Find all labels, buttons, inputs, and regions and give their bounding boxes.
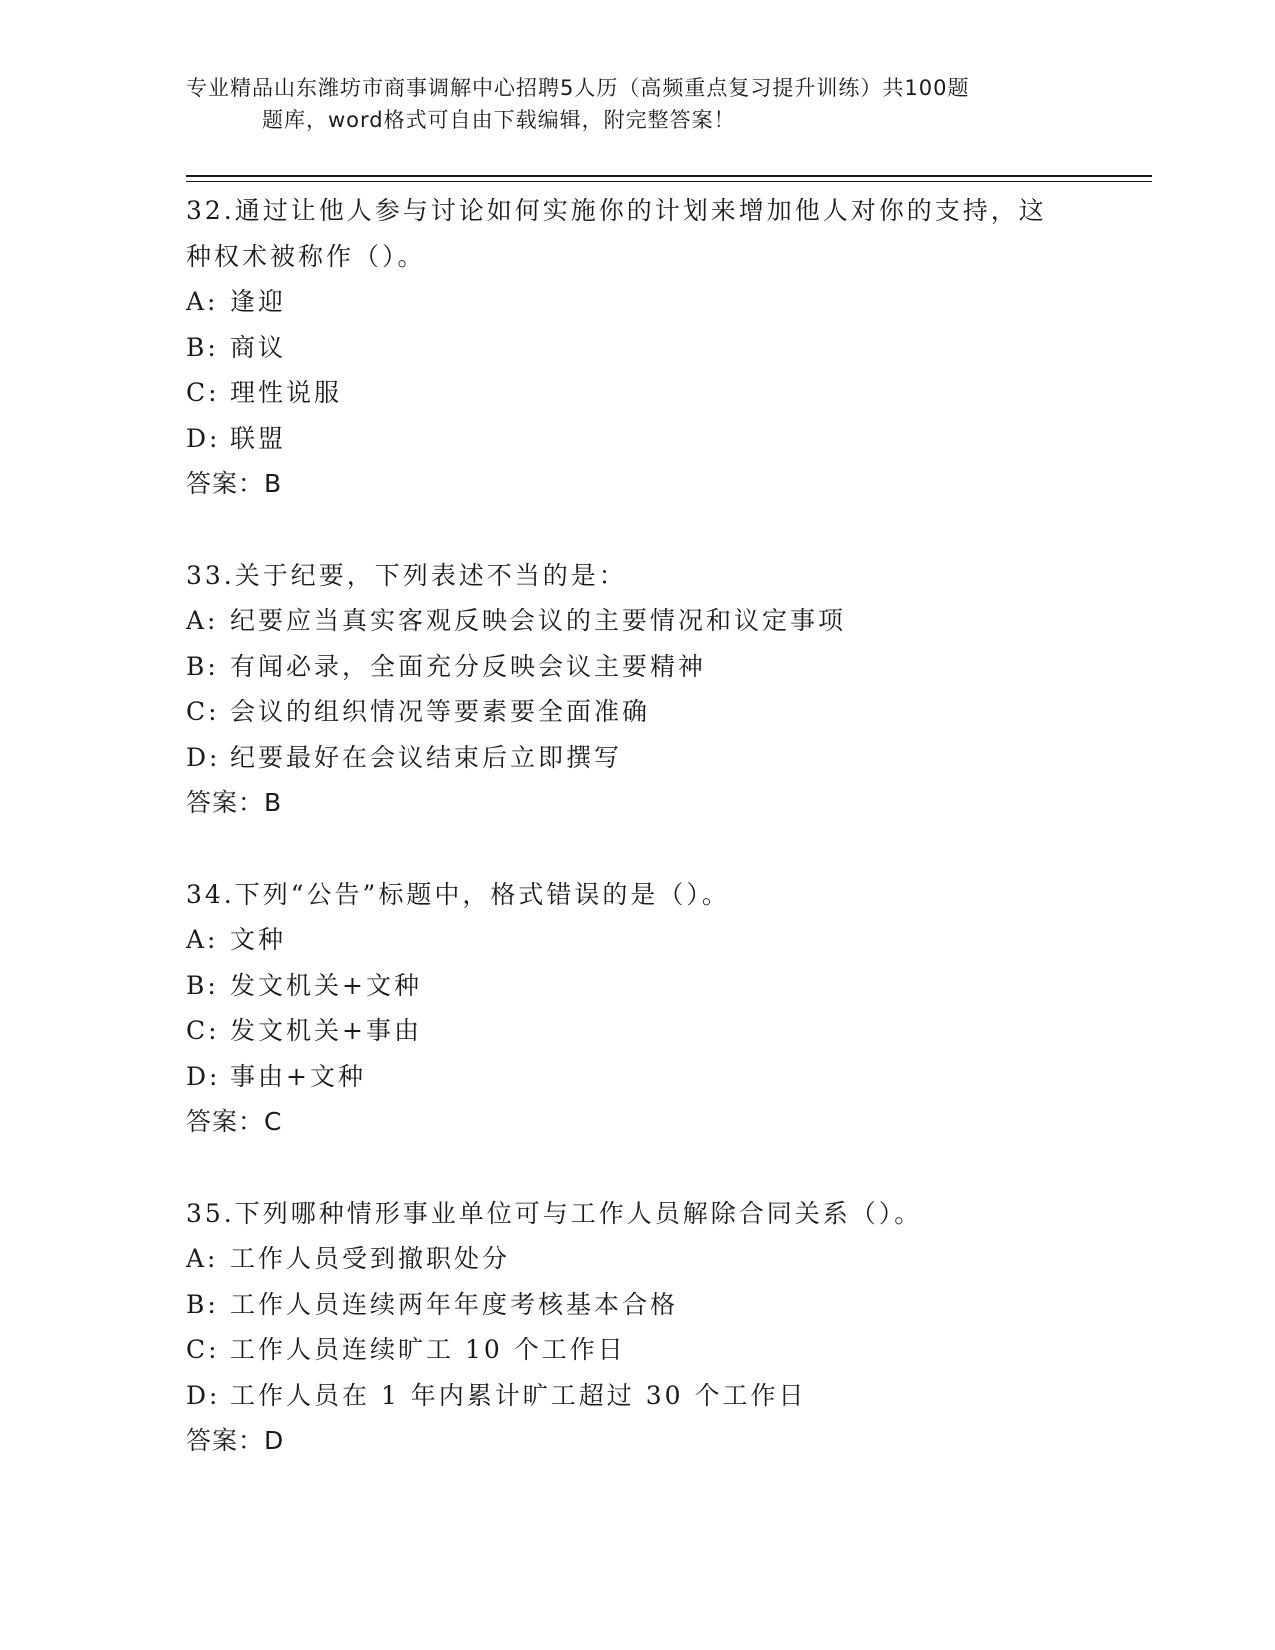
option-text: 商议 <box>230 332 287 362</box>
option-c <box>186 689 1086 735</box>
question-stem-continued: 种权术被称作（）。 <box>186 241 426 271</box>
option-text: 逢迎 <box>230 287 287 316</box>
option-text: 理性说服 <box>230 378 343 407</box>
question-stem: 32.通过让他人参与讨论如何实施你的计划来增加他人对你的支持，这 <box>186 196 1047 225</box>
option-letter: D: <box>186 1380 221 1410</box>
option-letter: C: <box>186 1335 220 1364</box>
option-letter: B: <box>186 332 219 362</box>
option-letter: A: <box>186 287 219 316</box>
header-title-line2: 题库，word格式可自由下载编辑，附完整答案！ <box>262 108 736 132</box>
answer-line: 答案：D <box>186 1426 285 1455</box>
answer-line: 答案：C <box>186 1107 283 1136</box>
option-a <box>186 1236 1086 1282</box>
option-text: 纪要最好在会议结束后立即撰写 <box>230 742 623 772</box>
option-b <box>186 1282 1086 1328</box>
option-c <box>186 370 1086 416</box>
header-divider-thin <box>186 181 1152 182</box>
option-d <box>186 735 1086 781</box>
answer-line: 答案：B <box>186 469 283 498</box>
option-d <box>186 1054 1086 1100</box>
option-text: 发文机关+事由 <box>230 1016 422 1045</box>
question-32 <box>186 188 1086 507</box>
option-letter: A: <box>186 1244 219 1273</box>
option-text: 工作人员连续两年年度考核基本合格 <box>230 1289 679 1319</box>
option-a <box>186 279 1086 325</box>
option-text: 纪要应当真实客观反映会议的主要情况和议定事项 <box>230 606 847 635</box>
option-text: 联盟 <box>230 423 287 453</box>
option-letter: B: <box>186 970 219 1000</box>
option-d <box>186 416 1086 462</box>
option-text: 有闻必录，全面充分反映会议主要精神 <box>230 651 707 681</box>
header-title-line1: 专业精品山东潍坊市商事调解中心招聘5人历（高频重点复习提升训练）共100题 <box>186 76 970 100</box>
option-letter: C: <box>186 378 220 407</box>
question-33 <box>186 553 1086 826</box>
option-text: 事由+文种 <box>230 1061 366 1091</box>
option-text: 会议的组织情况等要素要全面准确 <box>230 697 651 726</box>
option-b <box>186 325 1086 371</box>
option-c <box>186 1327 1086 1373</box>
option-b <box>186 963 1086 1009</box>
option-b <box>186 644 1086 690</box>
option-letter: D: <box>186 1061 221 1091</box>
question-list <box>186 188 1086 1510</box>
option-letter: D: <box>186 423 221 453</box>
question-34 <box>186 872 1086 1145</box>
option-letter: D: <box>186 742 221 772</box>
question-stem: 34.下列“公告”标题中，格式错误的是（）。 <box>186 879 730 909</box>
option-letter: C: <box>186 1016 220 1045</box>
option-letter: C: <box>186 697 220 726</box>
option-letter: B: <box>186 1289 219 1319</box>
option-text: 工作人员在 1 年内累计旷工超过 30 个工作日 <box>230 1380 807 1410</box>
option-text: 发文机关+文种 <box>230 970 422 1000</box>
option-letter: A: <box>186 606 219 635</box>
option-d <box>186 1373 1086 1419</box>
option-text: 文种 <box>230 925 287 954</box>
option-letter: B: <box>186 651 219 681</box>
option-text: 工作人员连续旷工 10 个工作日 <box>230 1335 626 1364</box>
question-stem: 35.下列哪种情形事业单位可与工作人员解除合同关系（）。 <box>186 1198 923 1228</box>
header-divider-thick <box>186 175 1152 177</box>
option-a <box>186 917 1086 963</box>
option-text: 工作人员受到撤职处分 <box>230 1244 511 1273</box>
option-a <box>186 598 1086 644</box>
question-35 <box>186 1191 1086 1464</box>
question-stem: 33.关于纪要，下列表述不当的是： <box>186 560 627 590</box>
option-c <box>186 1008 1086 1054</box>
document-header <box>186 72 1086 136</box>
answer-line: 答案：B <box>186 788 283 817</box>
option-letter: A: <box>186 925 219 954</box>
